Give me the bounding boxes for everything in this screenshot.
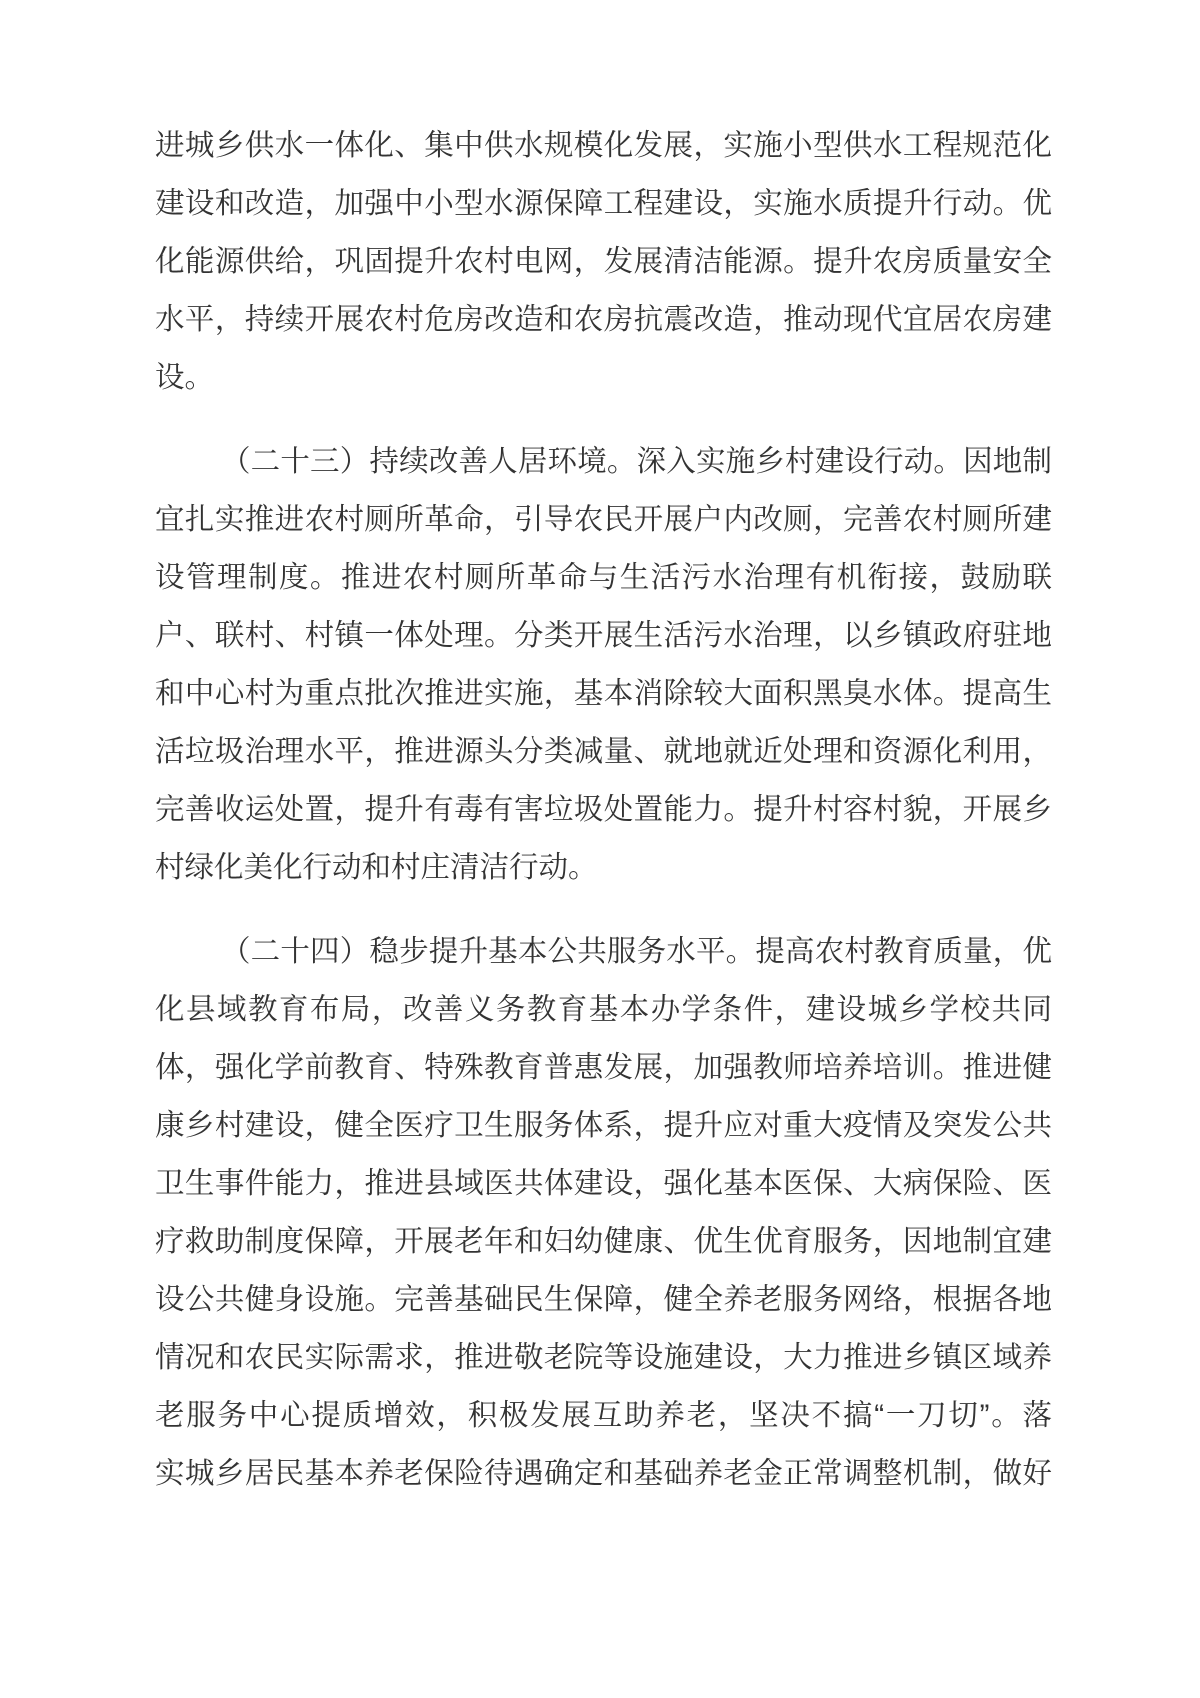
text-line: （二十四）稳步提升基本公共服务水平。提高农村教育质量，优: [221, 935, 1052, 968]
text-line: 疗救助制度保障，开展老年和妇幼健康、优生优育服务，因地制宜建: [155, 1225, 1052, 1258]
document-text-block: [155, 117, 1052, 1503]
text-line: 建设和改造，加强中小型水源保障工程建设，实施水质提升行动。优: [155, 187, 1052, 220]
text-line: 情况和农民实际需求，推进敬老院等设施建设，大力推进乡镇区域养: [155, 1341, 1052, 1374]
text-line: 活垃圾治理水平，推进源头分类减量、就地就近处理和资源化利用，: [155, 735, 1052, 768]
text-line: 化能源供给，巩固提升农村电网，发展清洁能源。提升农房质量安全: [155, 245, 1052, 278]
paragraph-24-basic-public-services: [155, 923, 1052, 1503]
text-line: 实城乡居民基本养老保险待遇确定和基础养老金正常调整机制，做好: [155, 1457, 1052, 1490]
text-line: 化县域教育布局，改善义务教育基本办学条件，建设城乡学校共同: [155, 993, 1052, 1026]
text-line: 设管理制度。推进农村厕所革命与生活污水治理有机衔接，鼓励联: [155, 561, 1052, 594]
text-line: 村绿化美化行动和村庄清洁行动。: [155, 851, 598, 884]
text-line: 和中心村为重点批次推进实施，基本消除较大面积黑臭水体。提高生: [155, 677, 1052, 710]
text-line: 老服务中心提质增效，积极发展互助养老，坚决不搞“一刀切”。落: [155, 1399, 1052, 1432]
text-line: 卫生事件能力，推进县域医共体建设，强化基本医保、大病保险、医: [155, 1167, 1052, 1200]
text-line: （二十三）持续改善人居环境。深入实施乡村建设行动。因地制: [221, 445, 1052, 478]
paragraph-rural-infrastructure-continued: [155, 117, 1052, 407]
text-line: 宜扎实推进农村厕所革命，引导农民开展户内改厕，完善农村厕所建: [155, 503, 1052, 536]
text-line: 体，强化学前教育、特殊教育普惠发展，加强教师培养培训。推进健: [155, 1051, 1052, 1084]
text-line: 完善收运处置，提升有毒有害垃圾处置能力。提升村容村貌，开展乡: [155, 793, 1052, 826]
text-line: 设公共健身设施。完善基础民生保障，健全养老服务网络，根据各地: [155, 1283, 1052, 1316]
text-line: 户、联村、村镇一体处理。分类开展生活污水治理，以乡镇政府驻地: [155, 619, 1052, 652]
text-line: 水平，持续开展农村危房改造和农房抗震改造，推动现代宜居农房建: [155, 303, 1052, 336]
text-line: 设。: [155, 361, 215, 394]
paragraph-23-human-settlement-environment: [155, 433, 1052, 897]
text-line: 康乡村建设，健全医疗卫生服务体系，提升应对重大疫情及突发公共: [155, 1109, 1052, 1142]
text-line: 进城乡供水一体化、集中供水规模化发展，实施小型供水工程规范化: [155, 129, 1052, 162]
